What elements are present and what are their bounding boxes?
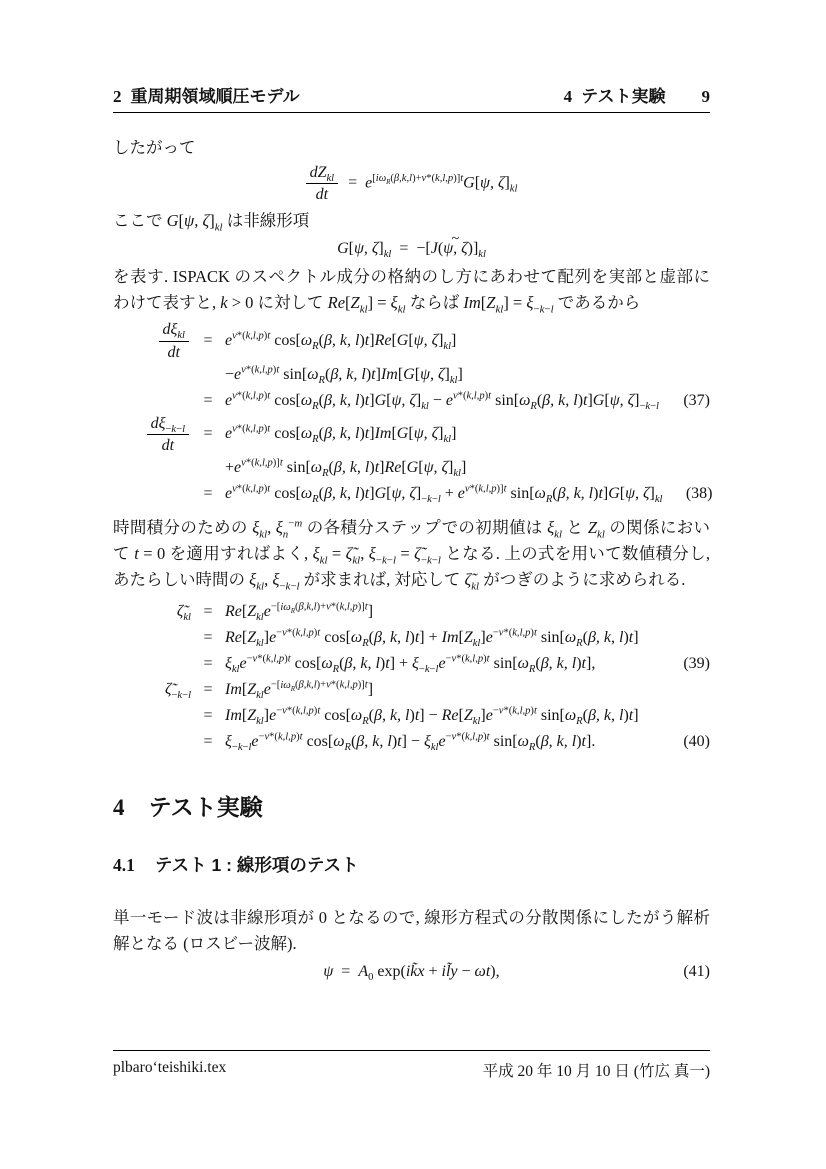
equation-row (113, 362, 710, 388)
equation-dzdt: $dZ_{kl}$ dt = $e^{[i\omega_R(\beta,k,l)+\nu*(k,l,p)]t}G[\psi$, $\zeta]_{kl}$ (113, 163, 710, 204)
equation-expression: $e^{\nu*(k,l,p)t}$ $\cos[\omega_R(\beta$, k, l)t]G[ψ, $\zeta]_{-k-l} + e^{\nu*(k,l,p)]t}$ $\sin[\omega_R(\beta$, k, l)t]G[ψ, $\zeta]_{kl}$ (225, 483, 663, 506)
equation-number: (40) (683, 733, 710, 751)
paragraph-time-integration: 時間積分のための $\xi_{kl}$, $\xi_n^{-m}$ の各積分ステップでの初期値は $\xi_{kl}$ と $Z_{kl}$ の関係において t = 0 を適用すればよく, $\xi_{kl}$ = $\zetã_{kl}$, $\xi_{-k-l}$ = $\zetã_{-k-l}$ となる. 上の式を用いて数値積分し, あたらしい時間の $\xi_{kl}$, $\xi_{-k-l}$ が求まれば, 対応して $\zetã_{kl}$ がつぎのように求められる. (113, 517, 711, 593)
equation-row (113, 729, 710, 755)
equation-expression: $e^{\nu*(k,l,p)t}$ $\cos[\omega_R(\beta$, k, l)t]Re[G[ψ, $\zeta]_{kl}$] (225, 330, 457, 353)
equation-41 (113, 963, 710, 984)
equals-sign: = (203, 629, 213, 647)
equation-number: (41) (683, 963, 710, 981)
header-left-title: 重周期領域順圧モデル (130, 87, 300, 106)
equation-row (113, 455, 710, 481)
equation-number: (38) (685, 485, 713, 503)
header-left-section-number: 2 (113, 87, 122, 106)
footer-date: 平成 20 年 10 月 10 日 (竹広 真一) (482, 1063, 710, 1080)
equals-sign: = (203, 485, 213, 503)
equation-row (113, 651, 710, 677)
equation-row (113, 388, 710, 414)
equals-sign: = (203, 733, 213, 751)
equation-40 (113, 677, 710, 755)
equation-row (113, 599, 710, 625)
header-right-section-number: 4 (563, 87, 573, 106)
equation-39 (113, 599, 710, 677)
equation-row (113, 320, 710, 361)
equals-sign: = (203, 425, 213, 443)
equals-sign: = (203, 391, 213, 409)
footer-filename: plbaro‘teishiki.tex (113, 1059, 227, 1076)
section-heading-4 (113, 789, 710, 822)
page-number: 9 (701, 87, 710, 106)
equals-sign: = (203, 603, 213, 621)
equation-lhs: $\zetã_{kl}$ (176, 603, 191, 624)
equation-expression: $e^{\nu*(k,l,p)t}$ $\cos[\omega_R(\beta$, k, l)t]G[ψ, $\zeta]_{kl} - e^{\nu*(k,l,p)t}$ $\sin[\omega_R(\beta$, k, l)t]G[ψ, $\zeta]_{-k-l}$ (225, 390, 659, 412)
subsection-title: テスト 1 : 線形項のテスト (154, 855, 359, 876)
equation-nonlinear-term: G[ψ, $\zeta]_{kl} = -[J(\psi$, ζ $\sim)]_{kl}$ (113, 240, 710, 258)
equation-lhs: $\zetã_{-k-l}$ (164, 681, 191, 702)
page-header (113, 0, 710, 107)
equation-row (113, 481, 713, 507)
equation-37 (113, 320, 710, 413)
equation-row (113, 414, 710, 455)
equation-row (113, 625, 710, 651)
equation-expression: $Im[Z_{kl}]e^{-\nu*(k,l,p)t}$ $\cos[\omega_R(\beta$, k, $l)t] - Re[Z_{kl}]e^{-\nu*(k,l,p)t}$ $\sin[\omega_R(\beta$, k, l)t] (225, 705, 639, 728)
header-right-title: テスト実験 (581, 87, 666, 106)
equals-sign: = (203, 655, 213, 673)
equation-lhs: $d\xi_{kl}$ dt (159, 320, 191, 361)
section-title: テスト実験 (148, 794, 263, 821)
equation-expression: $\psi = A_0$ exp(ik̃x + il̃y − ωt), (323, 963, 500, 984)
equation-38 (113, 414, 713, 507)
section-number: 4 (113, 795, 125, 821)
equals-sign: = (203, 707, 213, 725)
paragraph-shitagatte: したがって (113, 138, 196, 157)
equation-expression: $\xi_{kl}e^{-\nu*(k,l,p)t}$ $\cos[\omega_R(\beta$, k, $l)t] + \xi_{-k-l}e^{-\nu*(k,l,p)t}$ $\sin[\omega_R(\beta$, k, l)t], (225, 653, 596, 676)
subsection-heading-4-1 (113, 852, 710, 877)
equals-sign: = (203, 681, 213, 699)
equation-expression: $+e^{\nu*(k,l,p)]t}$ $\sin[\omega_R(\beta$, k, l)t]Re[G[ψ, $\zeta]_{kl}$] (225, 457, 467, 480)
equation-number: (39) (683, 655, 710, 673)
equation-expression: $e^{\nu*(k,l,p)t}$ $\cos[\omega_R(\beta$, k, l)t]Im[G[ψ, $\zeta]_{kl}$] (225, 424, 457, 446)
paragraph-ispack: を表す. ISPACK のスペクトル成分の格納のし方にあわせて配列を実部と虚部にわけて表すと, k > 0 に対して $Re[Z_{kl}] = \xi_{kl}$ ならば $Im[Z_{kl}] = \xi_{-k-l}$ であるから (113, 267, 710, 316)
header-rule (113, 112, 710, 113)
page-footer (113, 1050, 710, 1081)
header-right (564, 82, 710, 107)
subsection-number: 4.1 (113, 855, 135, 876)
page-content (113, 0, 713, 987)
equation-row (113, 703, 710, 729)
equation-expression: $-e^{\nu*(k,l,p)t}$ $\sin[\omega_R(\beta$, k, l)t]Im[G[ψ, $\zeta]_{kl}$] (225, 364, 463, 386)
equation-expression: $Re[Z_{kl}]e^{-\nu*(k,l,p)t}$ $\cos[\omega_R(\beta$, k, $l)t] + Im[Z_{kl}]e^{-\nu*(k,l,p)t}$ $\sin[\omega_R(\beta$, k, l)t] (225, 627, 639, 650)
equation-row (113, 677, 710, 703)
header-left (113, 82, 300, 107)
equation-expression: $\xi_{-k-l}e^{-\nu*(k,l,p)t}$ $\cos[\omega_R(\beta$, k, $l)t] - \xi_{kl}e^{-\nu*(k,l,p)t}$ $\sin[\omega_R(\beta$, k, l)t]. (225, 731, 596, 754)
equation-expression: $Im[Z_{kl}e^{-[i\omega_R(\beta,k,l)+\nu*(k,l,p)]t}]$ (225, 679, 374, 702)
equation-number: (37) (683, 391, 710, 409)
paragraph-single-mode: 単一モード波は非線形項が 0 となるので, 線形方程式の分散関係にしたがう解析解となる (ロスビー波解). (113, 908, 710, 954)
equals-sign: = (203, 332, 213, 350)
equation-lhs: $\frac{d\xi_{-k-l}}{dt}$ (147, 414, 191, 455)
equation-expression: $Re[Z_{kl}e^{-[i\omega_R(\beta,k,l)+\nu*(k,l,p)]t}]$ (225, 601, 374, 624)
paragraph-kokode: ここで G[ψ, $\zeta]_{kl}$ は非線形項 (113, 211, 310, 234)
